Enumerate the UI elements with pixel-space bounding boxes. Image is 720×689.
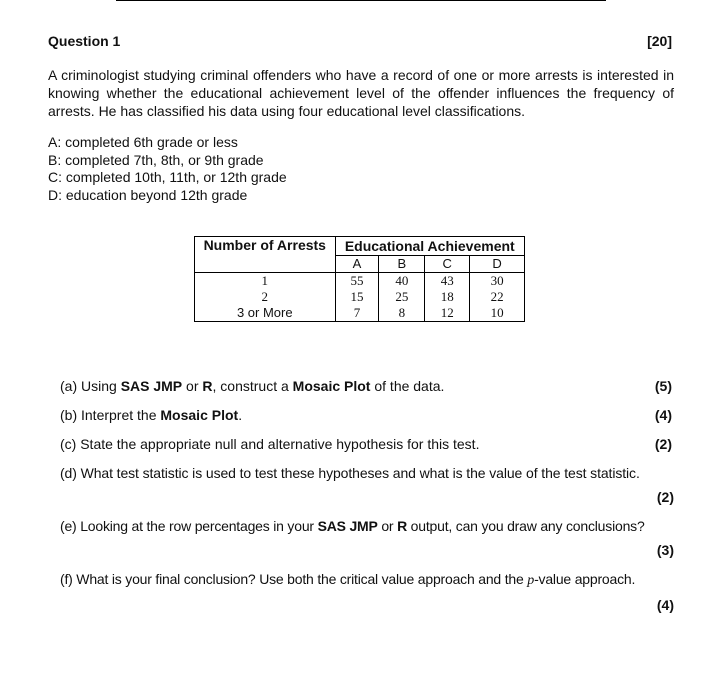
- part-e: [60, 516, 674, 560]
- part-a-marks: (5): [654, 378, 672, 394]
- column-header-d: D: [470, 256, 525, 273]
- part-d-marks: (2): [656, 489, 674, 505]
- part-b-marks: (4): [654, 407, 672, 423]
- table-cell: 30: [470, 273, 525, 290]
- level-c: C: completed 10th, 11th, or 12th grade: [48, 169, 287, 185]
- question-parts: [60, 376, 672, 615]
- question-marks: [20]: [647, 33, 672, 49]
- part-b: [60, 405, 672, 425]
- table-cell: 25: [379, 289, 425, 305]
- column-header-c: C: [425, 256, 470, 273]
- table-cell: 8: [379, 305, 425, 322]
- row-label: 3 or More: [195, 305, 336, 322]
- part-c: [60, 434, 672, 454]
- part-c-marks: (2): [654, 436, 672, 452]
- column-header-a: A: [335, 256, 379, 273]
- part-e-text: (e) Looking at the row percentages in your SAS JMP or R output, can you draw any conclusions?: [60, 518, 645, 534]
- table-cell: 55: [335, 273, 379, 290]
- table-cell: 18: [425, 289, 470, 305]
- table-row: [195, 273, 525, 290]
- level-d: D: education beyond 12th grade: [48, 186, 248, 203]
- part-d-text: (d) What test statistic is used to test these hypotheses and what is the value of the test statistic.: [60, 465, 640, 481]
- table-cell: 10: [470, 305, 525, 322]
- table-row: [195, 289, 525, 305]
- part-a-text: (a) Using SAS JMP or R, construct a Mosaic Plot of the data.: [60, 378, 445, 394]
- part-a: [60, 376, 672, 396]
- part-c-text: (c) State the appropriate null and alternative hypothesis for this test.: [60, 436, 480, 452]
- header-number-of-arrests: Number of Arrests: [195, 237, 336, 273]
- table-cell: 43: [425, 273, 470, 290]
- table-cell: 7: [335, 305, 379, 322]
- column-header-b: B: [379, 256, 425, 273]
- part-d: [60, 463, 674, 507]
- part-f-marks: (4): [656, 597, 674, 613]
- part-b-text: (b) Interpret the Mosaic Plot.: [60, 407, 243, 423]
- level-b: B: completed 7th, 8th, or 9th grade: [48, 151, 264, 168]
- part-e-marks: (3): [656, 542, 674, 558]
- question-header: [48, 33, 672, 49]
- education-levels-list: [48, 134, 287, 204]
- question-intro: A criminologist studying criminal offenders who have a record of one or more arrests is interested in knowing whether the educational achievement level of the offender influences the frequency of arrests. He has classified his data using four educational level classifications.: [48, 67, 674, 119]
- table-cell: 22: [470, 289, 525, 305]
- arrests-table: [194, 236, 525, 322]
- part-f: [60, 569, 674, 615]
- table-cell: 12: [425, 305, 470, 322]
- table-cell: 15: [335, 289, 379, 305]
- row-label: 1: [195, 273, 336, 290]
- table-cell: 40: [379, 273, 425, 290]
- table-row: [195, 305, 525, 322]
- row-label: 2: [195, 289, 336, 305]
- question-title: Question 1: [48, 33, 121, 49]
- part-f-text: (f) What is your final conclusion? Use both the critical value approach and the p-value approach.: [60, 571, 636, 588]
- level-a: A: completed 6th grade or less: [48, 134, 238, 150]
- header-educational-achievement: Educational Achievement: [335, 237, 524, 256]
- top-rule: [116, 0, 606, 1]
